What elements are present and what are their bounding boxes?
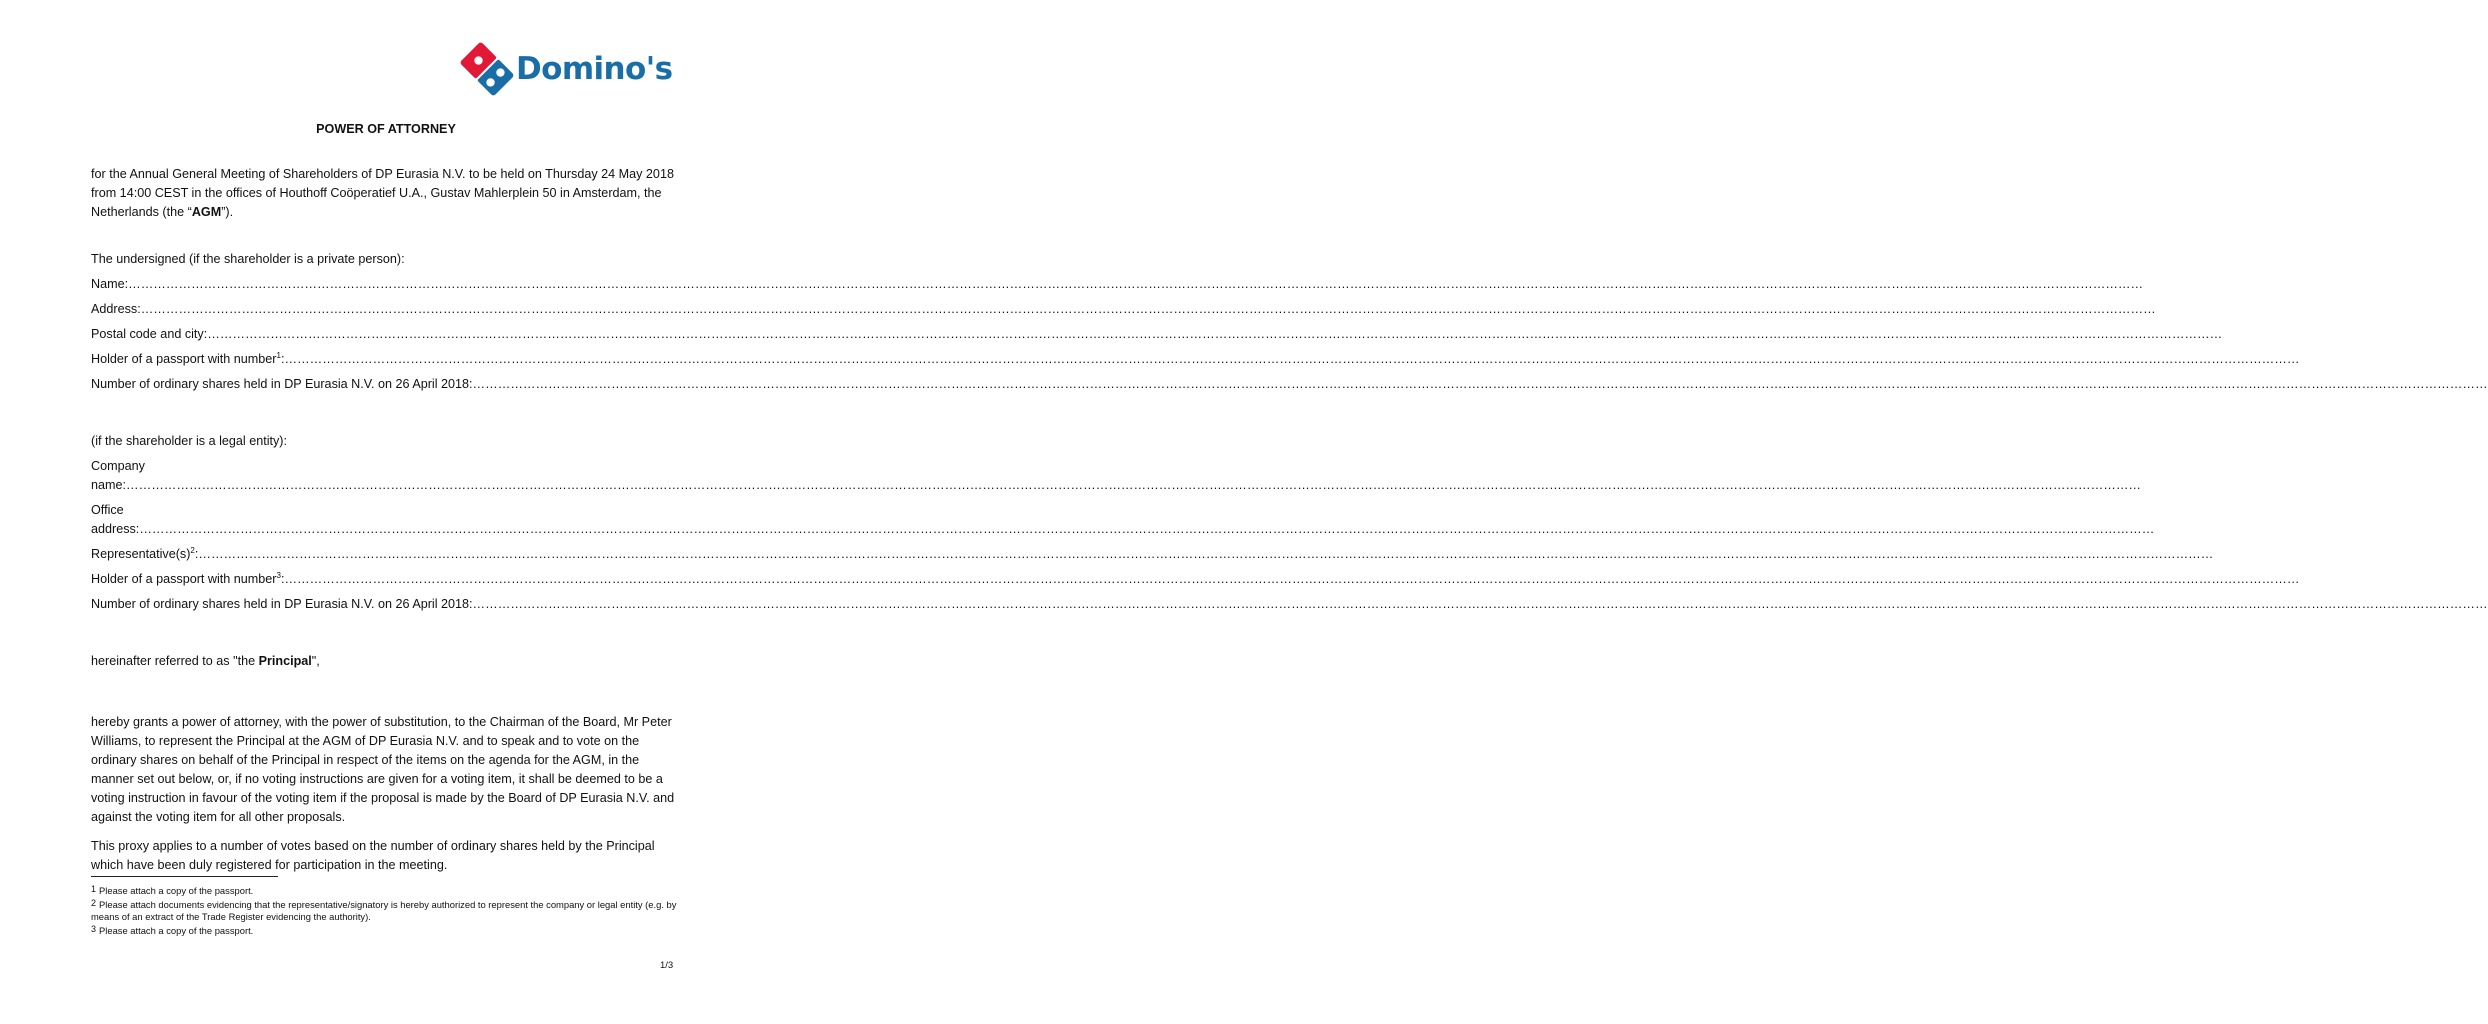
footnote-divider xyxy=(91,876,278,877)
footnotes xyxy=(91,876,691,937)
page-number: 1/3 xyxy=(660,960,674,971)
grant-paragraph: hereby grants a power of attorney, with the power of substitution, to the Chairman of the Board, Mr Peter Williams, to represent the Principal at the AGM of DP Eurasia N.V. and to speak and to vote on the ordinary shares on behalf of the Principal in respect of the items on the agenda for the AGM, in the manner set out below, or, if no voting instructions are given for a voting item, it shall be deemed to be a voting instruction in favour of the voting item if the proposal is made by the Board of DP Eurasia N.V. and against the voting item for all other proposals. xyxy=(91,715,675,824)
fill-in-dots: ………………………………………………………………………………………………………………………………………………………………………………………………………………………………………………………………………………………………………………………………………………………………………………………………………………………………………… xyxy=(139,522,2155,536)
representative-field[interactable]: $Representative(s)^2:\dots\dots\dots\dots\dots\dots\dots\dots\dots\dots\dots\dots\dots\dots\dots\dots\dots\dots\dots\dots\dots\dots\dots\dots\dots\dots\dots\dots\dots\dots\dots\dots\dots\dots\dots\dots\dots\dots\dots\dots\dots\dots\dots\dots\dots\dots\dots\dots\dots\dots\dots\dots\dots\dots\dots\dots\dots\dots\dots\dots\dots\dots\dots\dots\dots\dots\dots\dots\dots\dots\dots\dots\dots\dots\dots\dots\dots\dots\dots\dots\dots\dots\dots\dots\dots\dots\dots\dots\dots\dots\dots\dots\dots\dots\dots\dots\dots\dots\dots\dots\dots$…………………………………………………………………………………………………………………………………………………………… xyxy=(91,546,2214,561)
proxy-paragraph: This proxy applies to a number of votes based on the number of ordinary shares held by the Principal which have been duly registered for participation in the meeting. xyxy=(91,839,655,872)
fill-in-dots: ………………………………………………………………………………………………………………………………………………………………………………………………………………………………………………………………………………………………………………………………………………………………………………………………………………………………………… xyxy=(284,572,2300,586)
fill-in-dots: ………………………………………………………………………………………………………………………………………………………………………………………………………………………………………………………………………………………………………………………………………………………………………………………………………………………………………… xyxy=(472,597,2488,611)
document-body xyxy=(91,118,2488,875)
company-name-field[interactable]: Company name:………………………………………………………………………………………………………………………………………………………………………………………………………………………………………………………………………………………………………………………………………………………………………………………………………………………………………… xyxy=(91,459,2142,492)
entity-passport-number-field[interactable]: Holder of a passport with number$^3$:………………………………………………………………………………………………………………………………………………………………………………………………………………………………………………………………………………………………………………………………………………………………………………………………………………………………………… xyxy=(91,571,2300,586)
shares-held-field[interactable]: Number of ordinary shares held in DP Eurasia N.V. on 26 April 2018:………………………………………………………………………………………………………………………………………………………………………………………………………………………………………………………………………………………………………………………………………………………………………………………………………………………………………… xyxy=(91,377,2488,391)
private-person-label: The undersigned (if the shareholder is a private person): xyxy=(91,252,405,266)
document-title: POWER OF ATTORNEY xyxy=(316,122,456,136)
fill-in-dots: ………………………………………………………………………………………………………………………………………………………………………………………………………………………………………………………………………………………………………………………………………………………………………………………………………………………………………… xyxy=(284,352,2300,366)
footnote-3: $^3$ Please attach a copy of the passport. xyxy=(91,924,254,936)
fill-in-dots: ………………………………………………………………………………………………………………………………………………………………………………………………………………………………………………………………………………………………………………………………………………………………………………………………………………………………………… xyxy=(140,302,2156,316)
passport-number-field[interactable]: Holder of a passport with number$^1$:………………………………………………………………………………………………………………………………………………………………………………………………………………………………………………………………………………………………………………………………………………………………………………………………………………………………………… xyxy=(91,351,2300,366)
fill-in-dots: ………………………………………………………………………………………………………………………………………………………………………………………………………………………………………………………………………………………………………………………………………………………………………………………………………………………………………… xyxy=(126,478,2142,492)
address-field[interactable]: Address:………………………………………………………………………………………………………………………………………………………………………………………………………………………………………………………………………………………………………………………………………………………………………………………………………………………………………… xyxy=(91,302,2156,316)
postal-code-city-field[interactable]: Postal code and city:………………………………………………………………………………………………………………………………………………………………………………………………………………………………………………………………………………………………………………………………………………………………………………………………………………………………………… xyxy=(91,327,2223,341)
fill-in-dots: ………………………………………………………………………………………………………………………………………………………………………………………………………………………………………………………………………………………………………………………………………………………………………………………………………………………………………… xyxy=(198,547,2214,561)
footnote-1: $^1$ Please attach a copy of the passport. xyxy=(91,884,254,896)
legal-entity-label: (if the shareholder is a legal entity): xyxy=(91,434,288,448)
name-field[interactable]: Name:………………………………………………………………………………………………………………………………………………………………………………………………………………………………………………………………………………………………………………………………………………………………………………………………………………………………………… xyxy=(91,277,2144,291)
intro-paragraph: for the Annual General Meeting of Shareholders of DP Eurasia N.V. to be held on Thursday 24 May 2018 from 14:00 CEST in the offices of Houthoff Coöperatief U.A., Gustav Mahlerplein 50 in Amsterdam, the Netherlands (the “AGM”). xyxy=(91,167,674,219)
office-address-field[interactable]: Office address:………………………………………………………………………………………………………………………………………………………………………………………………………………………………………………………………………………………………………………………………………………………………………………………………………………………………………… xyxy=(91,503,2155,536)
principal-definition: hereinafter referred to as "the Principal", xyxy=(91,654,320,668)
fill-in-dots: ………………………………………………………………………………………………………………………………………………………………………………………………………………………………………………………………………………………………………………………………………………………………………………………………………………………………………… xyxy=(128,277,2144,291)
dominos-logo xyxy=(458,40,683,98)
footnote-2: $^2$ Please attach documents evidencing that the representative/signatory is hereby authorized to represent the company or legal entity (e.g. by means of an extract of the Trade Register evidencing the authority). xyxy=(91,898,677,922)
domino-tile-icon xyxy=(458,40,516,98)
logo-wordmark: Domino's xyxy=(516,51,673,87)
fill-in-dots: ………………………………………………………………………………………………………………………………………………………………………………………………………………………………………………………………………………………………………………………………………………………………………………………………………………………………………… xyxy=(207,327,2223,341)
entity-shares-held-field[interactable]: Number of ordinary shares held in DP Eurasia N.V. on 26 April 2018:………………………………………………………………………………………………………………………………………………………………………………………………………………………………………………………………………………………………………………………………………………………………………………………………………………………………………… xyxy=(91,597,2488,611)
fill-in-dots: ………………………………………………………………………………………………………………………………………………………………………………………………………………………………………………………………………………………………………………………………………………………………………………………………………………………………………… xyxy=(472,377,2488,391)
